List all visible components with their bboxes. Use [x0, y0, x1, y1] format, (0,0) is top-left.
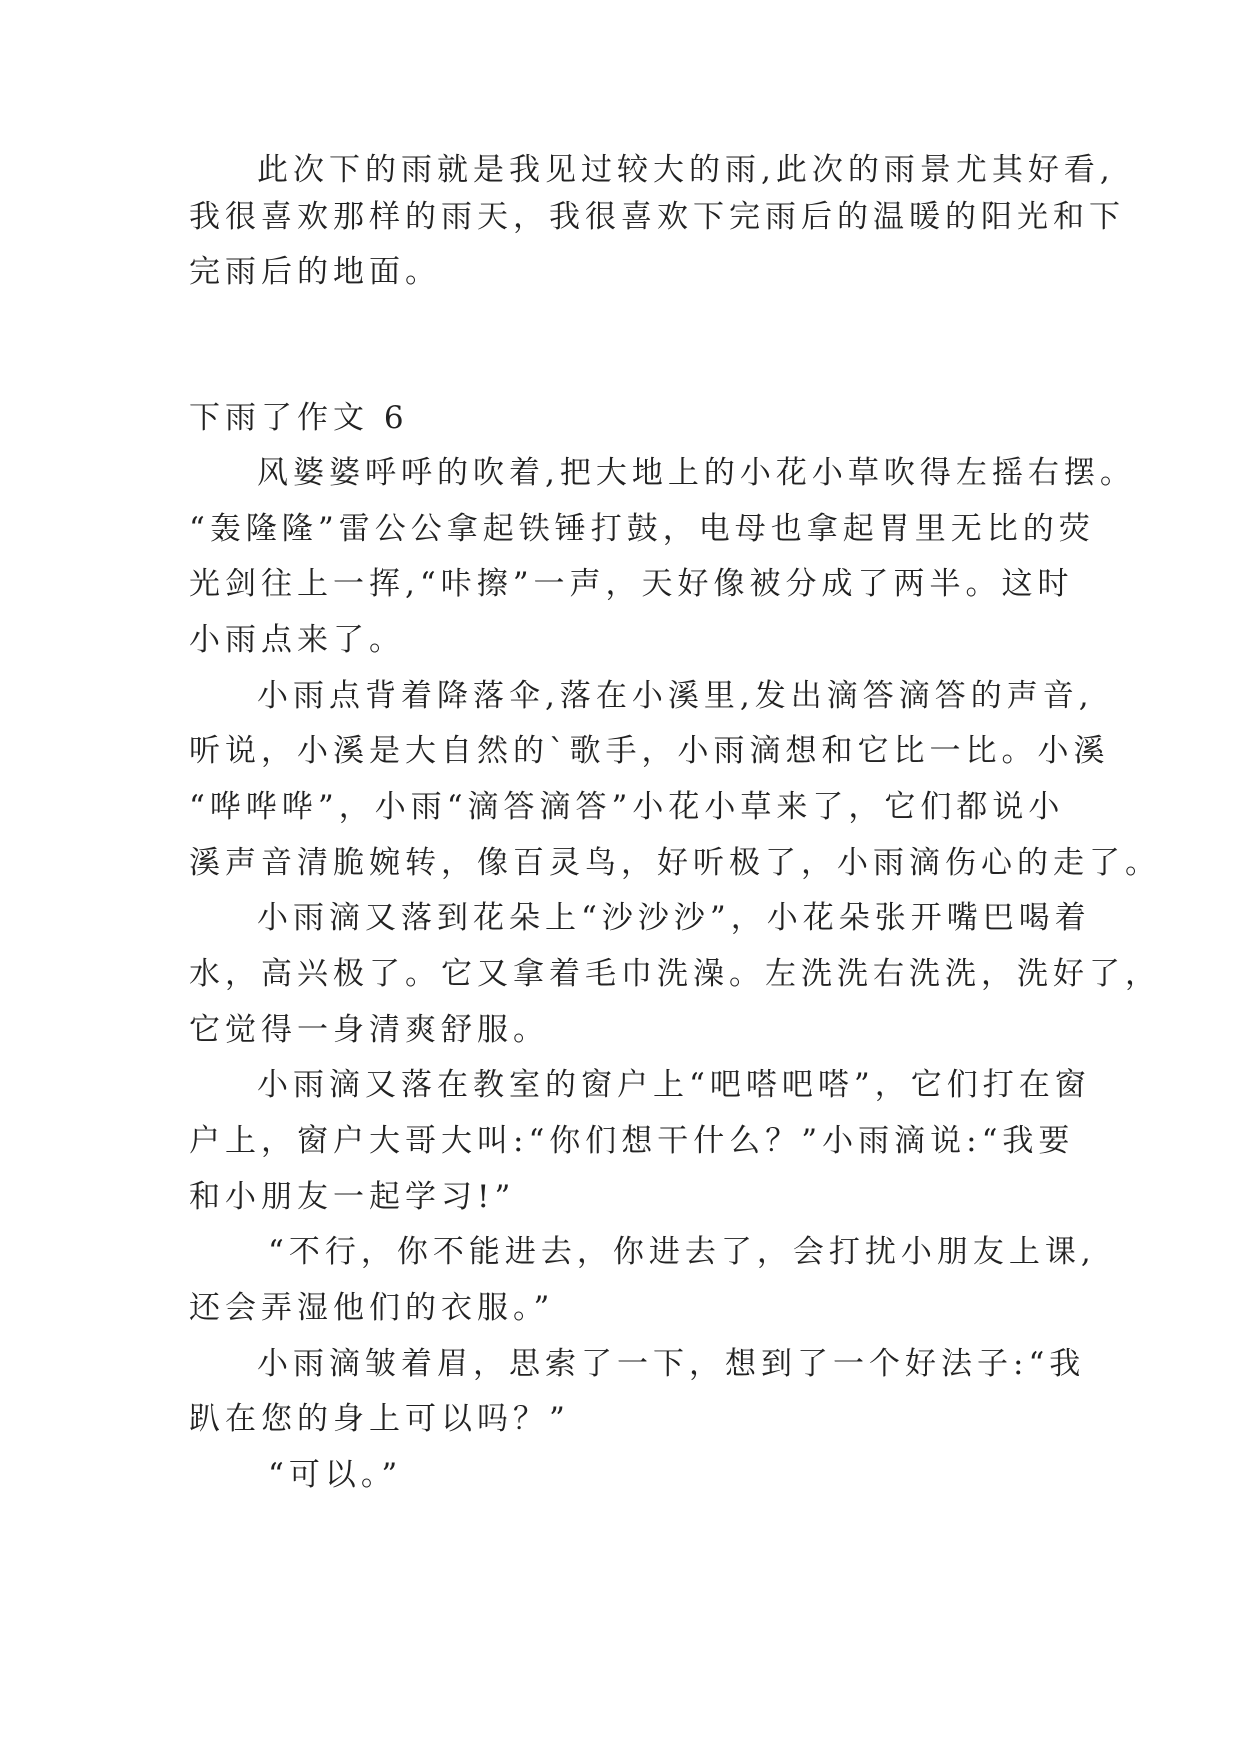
paragraph-4-line-1: 小雨滴又落在教室的窗户上“吧嗒吧嗒”，它们打在窗 — [257, 1067, 1091, 1103]
paragraph-1-line-2: “轰隆隆”雷公公拿起铁锤打鼓，电母也拿起胃里无比的荧 — [189, 511, 1095, 547]
paragraph-2-line-2: 听说，小溪是大自然的`歌手，小雨滴想和它比一比。小溪 — [189, 733, 1110, 769]
paragraph-3-line-2: 水，高兴极了。它又拿着毛巾洗澡。左洗洗右洗洗，洗好了， — [189, 956, 1161, 992]
paragraph-4-line-3: 和小朋友一起学习!” — [189, 1179, 516, 1215]
paragraph-5-line-2: 还会弄湿他们的衣服。” — [189, 1290, 555, 1326]
paragraph-2-line-1: 小雨点背着降落伞,落在小溪里,发出滴答滴答的声音, — [257, 678, 1094, 714]
intro-line-2: 我很喜欢那样的雨天，我很喜欢下完雨后的温暖的阳光和下 — [189, 199, 1125, 235]
paragraph-1-line-3: 光剑往上一挥,“咔擦”一声，天好像被分成了两半。这时 — [189, 566, 1074, 602]
section-title: 下雨了作文 6 — [189, 400, 409, 436]
paragraph-7-line-1: “可以。” — [268, 1457, 403, 1493]
paragraph-6-line-2: 趴在您的身上可以吗？” — [189, 1401, 570, 1437]
intro-line-1: 此次下的雨就是我见过较大的雨,此次的雨景尤其好看, — [257, 152, 1115, 188]
paragraph-1-line-4: 小雨点来了。 — [189, 622, 405, 658]
paragraph-1-line-1: 风婆婆呼呼的吹着,把大地上的小花小草吹得左摇右摆。 — [257, 455, 1136, 491]
paragraph-6-line-1: 小雨滴皱着眉，思索了一下，想到了一个好法子:“我 — [257, 1346, 1086, 1382]
paragraph-2-line-3: “哗哗哗”，小雨“滴答滴答”小花小草来了，它们都说小 — [189, 789, 1065, 825]
paragraph-5-line-1: “不行，你不能进去，你进去了，会打扰小朋友上课, — [268, 1234, 1096, 1270]
intro-line-3: 完雨后的地面。 — [189, 254, 441, 290]
paragraph-3-line-3: 它觉得一身清爽舒服。 — [189, 1012, 549, 1048]
paragraph-2-line-4: 溪声音清脆婉转，像百灵鸟，好听极了，小雨滴伤心的走了。 — [189, 845, 1161, 881]
paragraph-3-line-1: 小雨滴又落到花朵上“沙沙沙”，小花朵张开嘴巴喝着 — [257, 900, 1091, 936]
paragraph-4-line-2: 户上，窗户大哥大叫:“你们想干什么？”小雨滴说:“我要 — [189, 1123, 1075, 1159]
